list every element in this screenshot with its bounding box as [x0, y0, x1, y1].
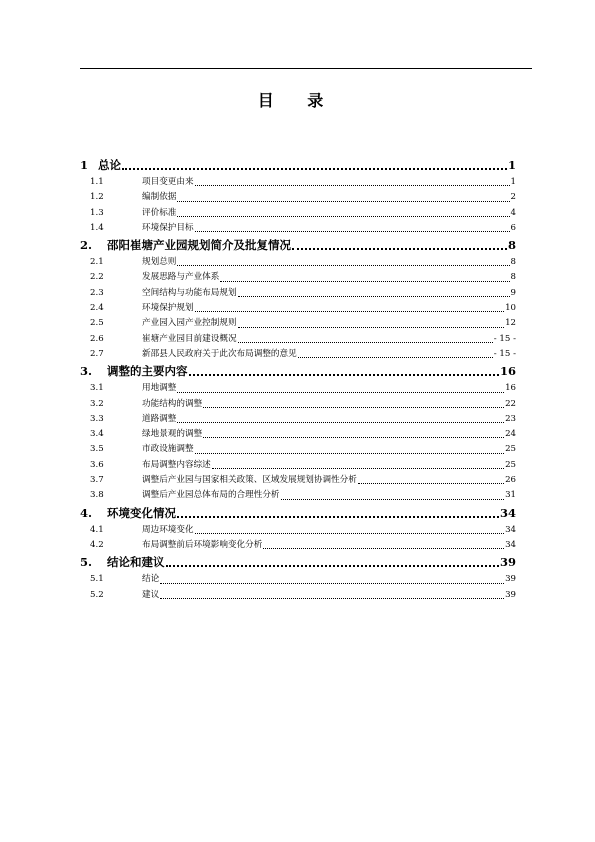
toc-section-entry[interactable] [80, 488, 516, 503]
toc-entry-number: 1.4 [90, 222, 104, 233]
toc-entry-page: 34 [505, 539, 516, 550]
toc-entry-page: 24 [505, 429, 516, 440]
dot-leader [177, 265, 509, 266]
toc-entry-page: 4 [510, 207, 516, 218]
dot-leader [177, 392, 504, 393]
dot-leader [203, 407, 504, 408]
toc-entry-page: 39 [499, 555, 516, 570]
toc-entry-page: 6 [510, 222, 516, 233]
dot-leader [177, 201, 509, 202]
toc-entry-page: 34 [499, 505, 516, 520]
toc-entry-title: 新邵县人民政府关于此次布局调整的意见 [142, 348, 297, 359]
toc-chapter-entry[interactable] [80, 156, 516, 175]
toc-entry-page: 23 [505, 413, 516, 424]
toc-entry-title: 结论 [142, 574, 160, 585]
toc-section-entry[interactable] [80, 286, 516, 301]
toc-entry-number: 5.2 [90, 589, 104, 600]
toc-chapter-entry[interactable] [80, 236, 516, 255]
dot-leader [160, 583, 504, 584]
toc-entry-number: 1 [80, 158, 89, 172]
toc-entry-number: 3.6 [90, 459, 104, 470]
toc-entry-page: 9 [510, 287, 516, 298]
toc-entry-page: 10 [505, 303, 516, 314]
toc-section-entry[interactable] [80, 206, 516, 221]
toc-section-entry[interactable] [80, 316, 516, 331]
dot-leader [195, 311, 504, 312]
toc-section-entry[interactable] [80, 458, 516, 473]
toc-entry-title: 道路调整 [142, 413, 177, 424]
toc-section-entry[interactable] [80, 523, 516, 538]
toc-entry-number: 2.1 [90, 257, 104, 268]
toc-section-entry[interactable] [80, 381, 516, 396]
toc-section-entry[interactable] [80, 190, 516, 205]
toc-entry-number: 3.2 [90, 398, 104, 409]
toc-entry-number: 2.4 [90, 303, 104, 314]
toc-entry-number: 2.5 [90, 318, 104, 329]
toc-entry-page: 8 [510, 257, 516, 268]
toc-section-entry[interactable] [80, 588, 516, 603]
toc-entry-page: - 15 - [493, 333, 516, 344]
toc-entry-title: 规划总则 [142, 257, 177, 268]
dot-leader [195, 453, 504, 454]
toc-chapter-entry[interactable] [80, 504, 516, 523]
toc-chapter-entry[interactable] [80, 553, 516, 572]
toc-entry-number: 3. [80, 364, 93, 379]
toc-entry-page: 26 [505, 475, 516, 486]
toc-section-entry[interactable] [80, 301, 516, 316]
toc-entry-page: 16 [505, 383, 516, 394]
toc-entry-number: 3.3 [90, 413, 104, 424]
dot-leader [358, 483, 504, 484]
dot-leader [195, 231, 510, 232]
header-rule [80, 68, 532, 69]
toc-section-entry[interactable] [80, 572, 516, 587]
toc-entry-title: 空间结构与功能布局规划 [142, 287, 237, 298]
dot-leader [177, 516, 499, 518]
toc-section-entry[interactable] [80, 332, 516, 347]
toc-entry-number: 4.2 [90, 539, 104, 550]
toc-entry-title: 市政设施调整 [142, 444, 194, 455]
toc-entry-title: 总论 [98, 158, 121, 172]
toc-entry-title: 环境保护规划 [142, 303, 194, 314]
toc-entry-page: 25 [505, 444, 516, 455]
toc-entry-page: 1 [507, 158, 516, 172]
toc-entry-number: 2.6 [90, 333, 104, 344]
toc-chapter-entry[interactable] [80, 362, 516, 381]
toc-entry-number: 3.8 [90, 490, 104, 501]
dot-leader [177, 422, 504, 423]
toc-entry-title: 布局调整内容综述 [142, 459, 211, 470]
table-of-contents [80, 156, 516, 603]
toc-entry-number: 5.1 [90, 574, 104, 585]
dot-leader [238, 296, 510, 297]
toc-entry-page: 16 [499, 364, 516, 379]
toc-entry-title: 邵阳崔塘产业园规划简介及批复情况 [107, 238, 291, 253]
dot-leader [263, 548, 504, 549]
dot-leader [292, 248, 507, 250]
dot-leader [177, 216, 509, 217]
toc-entry-number: 2.7 [90, 348, 104, 359]
toc-entry-title: 调整的主要内容 [107, 364, 188, 379]
dot-leader [212, 468, 504, 469]
toc-entry-page: 34 [505, 524, 516, 535]
toc-section-entry[interactable] [80, 270, 516, 285]
toc-entry-title: 用地调整 [142, 383, 177, 394]
dot-leader [238, 327, 505, 328]
toc-entry-number: 2.2 [90, 272, 104, 283]
toc-entry-page: - 15 - [493, 348, 516, 359]
toc-entry-page: 39 [505, 589, 516, 600]
toc-entry-page: 2 [510, 192, 516, 203]
page-title: 目 录 [257, 91, 338, 110]
toc-entry-page: 31 [505, 490, 516, 501]
toc-entry-number: 5. [80, 555, 93, 570]
dot-leader [281, 499, 505, 500]
toc-entry-number: 2. [80, 238, 93, 253]
toc-entry-number: 4.1 [90, 524, 104, 535]
toc-entry-number: 1.2 [90, 192, 104, 203]
toc-section-entry[interactable] [80, 347, 516, 362]
toc-entry-page: 1 [510, 177, 516, 187]
dot-leader [166, 565, 499, 567]
dot-leader [203, 437, 504, 438]
toc-entry-number: 3.7 [90, 475, 104, 486]
toc-entry-title: 环境变化情况 [107, 505, 176, 520]
toc-entry-page: 39 [505, 574, 516, 585]
toc-section-entry[interactable] [80, 412, 516, 427]
toc-entry-number: 2.3 [90, 287, 104, 298]
toc-entry-title: 编制依据 [142, 192, 177, 203]
toc-entry-title: 发展思路与产业体系 [142, 272, 220, 283]
toc-entry-number: 3.5 [90, 444, 104, 455]
toc-entry-title: 调整后产业园与国家相关政策、区域发展规划协调性分析 [142, 475, 357, 486]
toc-entry-page: 22 [505, 398, 516, 409]
dot-leader [238, 342, 493, 343]
toc-entry-page: 8 [510, 272, 516, 283]
dot-leader [220, 281, 509, 282]
toc-entry-title: 项目变更由来 [142, 177, 194, 187]
toc-section-entry[interactable] [80, 175, 516, 190]
toc-section-entry[interactable] [80, 538, 516, 553]
toc-entry-number: 3.1 [90, 383, 104, 394]
toc-entry-number: 1.1 [90, 177, 104, 187]
toc-entry-page: 12 [505, 318, 516, 329]
dot-leader [195, 185, 510, 186]
toc-section-entry[interactable] [80, 255, 516, 270]
toc-entry-title: 崔塘产业园目前建设概况 [142, 333, 237, 344]
dot-leader [122, 168, 507, 170]
toc-entry-title: 调整后产业园总体布局的合理性分析 [142, 490, 280, 501]
toc-section-entry[interactable] [80, 427, 516, 442]
dot-leader [298, 357, 493, 358]
toc-entry-number: 3.4 [90, 429, 104, 440]
toc-section-entry[interactable] [80, 473, 516, 488]
toc-entry-title: 产业园入园产业控制规则 [142, 318, 237, 329]
toc-entry-title: 结论和建议 [107, 555, 165, 570]
toc-entry-title: 周边环境变化 [142, 524, 194, 535]
dot-leader [195, 533, 504, 534]
toc-entry-page: 8 [507, 238, 516, 253]
toc-entry-title: 环境保护目标 [142, 222, 194, 233]
toc-entry-title: 评价标准 [142, 207, 177, 218]
toc-entry-title: 建议 [142, 589, 160, 600]
toc-section-entry[interactable] [80, 397, 516, 412]
toc-entry-number: 4. [80, 505, 93, 520]
toc-entry-title: 功能结构的调整 [142, 398, 203, 409]
toc-entry-title: 布局调整前后环境影响变化分析 [142, 539, 263, 550]
toc-section-entry[interactable] [80, 221, 516, 236]
toc-entry-number: 1.3 [90, 207, 104, 218]
toc-entry-page: 25 [505, 459, 516, 470]
dot-leader [189, 374, 499, 376]
dot-leader [160, 598, 504, 599]
toc-section-entry[interactable] [80, 442, 516, 457]
toc-entry-title: 绿地景观的调整 [142, 429, 203, 440]
